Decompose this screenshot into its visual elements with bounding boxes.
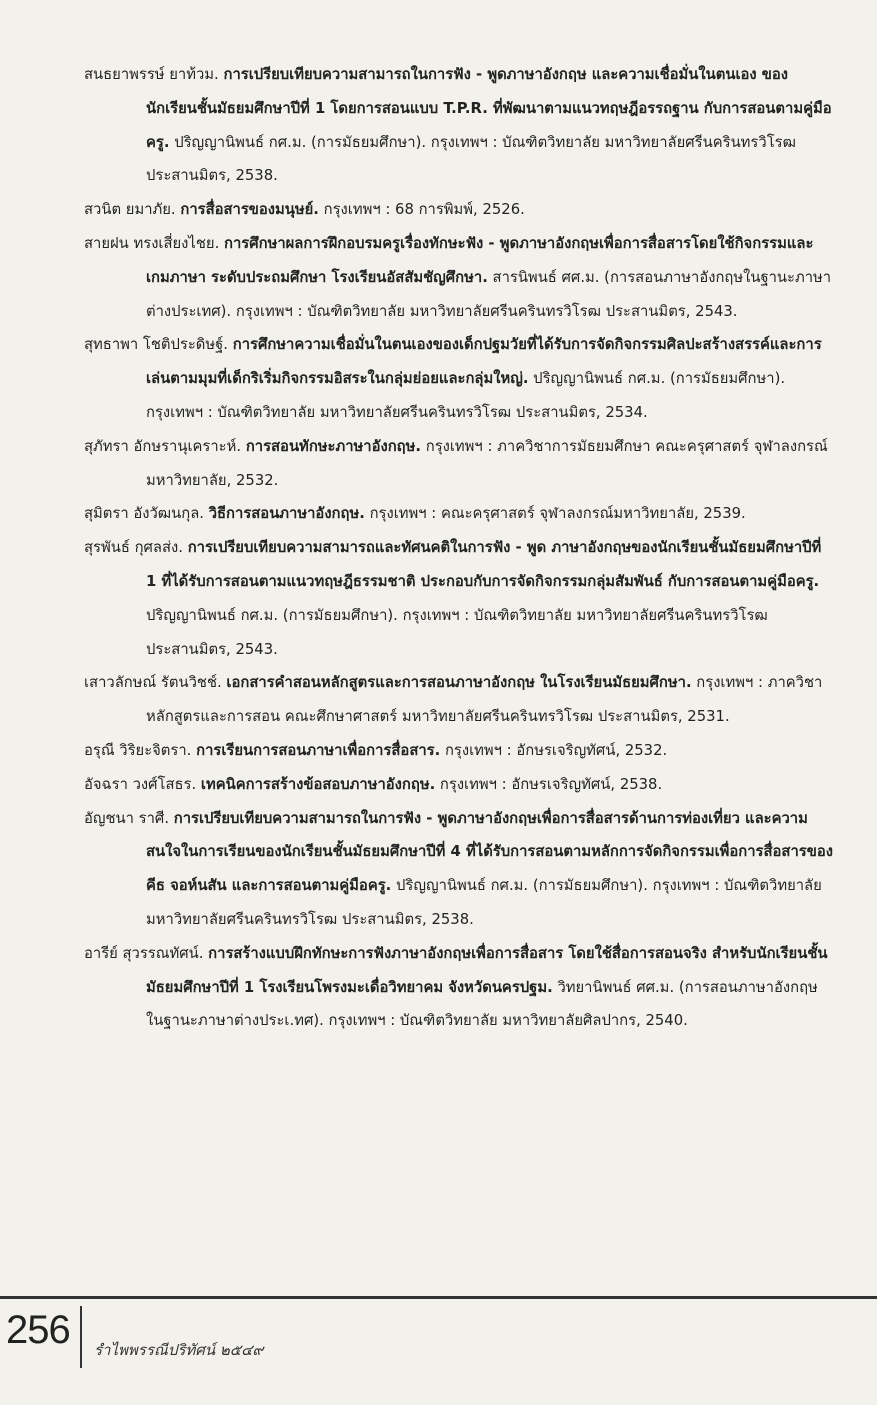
- ref-publication: กรุงเทพฯ : อักษรเจริญทัศน์, 2532.: [444, 741, 668, 759]
- running-title: รำไพพรรณีปริทัศน์ ๒๕๔๙: [94, 1341, 264, 1359]
- ref-author: อัจฉรา วงศ์โสธร.: [84, 775, 197, 793]
- reference-entry: [84, 193, 834, 227]
- ref-publication: กรุงเทพฯ : ภาควิชาหลักสูตรและการสอน คณะศึกษาศาสตร์ มหาวิทยาลัยศรีนครินทรวิโรฒ ประสานมิตร, 2531.: [146, 674, 823, 726]
- reference-entry: [84, 58, 834, 193]
- reference-entry: [84, 802, 834, 937]
- reference-entry: [84, 734, 834, 768]
- ref-author: สุมิตรา อังวัฒนกุล.: [84, 505, 204, 523]
- reference-entry: [84, 328, 834, 429]
- footer-vertical-divider: [80, 1306, 82, 1368]
- ref-publication: ปริญญานิพนธ์ กศ.ม. (การมัธยมศึกษา). กรุงเทพฯ : บัณฑิตวิทยาลัย มหาวิทยาลัยศรีนครินทรวิโรฒ ประสานมิตร, 2538.: [146, 133, 796, 185]
- ref-title: เทคนิคการสร้างข้อสอบภาษาอังกฤษ.: [200, 775, 436, 793]
- ref-author: สุทธาพา โชติประดิษฐ์.: [84, 336, 229, 354]
- ref-author: สวนิต ยมาภัย.: [84, 201, 176, 219]
- ref-author: อรุณี วิริยะจิตรา.: [84, 741, 192, 759]
- ref-publication: กรุงเทพฯ : คณะครุศาสตร์ จุฬาลงกรณ์มหาวิทยาลัย, 2539.: [369, 505, 746, 523]
- footer-divider: [0, 1296, 877, 1299]
- reference-entry: [84, 497, 834, 531]
- ref-publication: ปริญญานิพนธ์ กศ.ม. (การมัธยมศึกษา). กรุงเทพฯ : บัณฑิตวิทยาลัย มหาวิทยาลัยศรีนครินทรวิโรฒ ประสานมิตร, 2543.: [146, 606, 768, 658]
- ref-title: เอกสารคำสอนหลักสูตรและการสอนภาษาอังกฤษ ในโรงเรียนมัธยมศึกษา.: [226, 674, 692, 692]
- ref-title: การสอนทักษะภาษาอังกฤษ.: [245, 437, 422, 455]
- reference-entry: [84, 531, 834, 666]
- ref-publication: กรุงเทพฯ : ภาควิชาการมัธยมศึกษา คณะครุศาสตร์ จุฬาลงกรณ์มหาวิทยาลัย, 2532.: [146, 437, 828, 489]
- page-number: 256: [6, 1308, 70, 1352]
- ref-title: การสื่อสารของมนุษย์.: [180, 201, 319, 219]
- reference-entry: [84, 768, 834, 802]
- reference-entry: [84, 666, 834, 734]
- reference-entry: [84, 937, 834, 1038]
- ref-title: การเปรียบเทียบความสามารถในการฟัง - พูดภาษาอังกฤษเพื่อการสื่อสารด้านการท่องเที่ยว และความสนใจในการเรียนของนักเรียนชั้นมัธยมศึกษาปีที่ 4 ที่ได้รับการสอนตามหลักการจัดกิจกรรมเพื่อการสื่อสารของ คีธ จอห์นสัน และการสอนตามคู่มือครู.: [146, 809, 833, 895]
- ref-author: สุภัทรา อักษรานุเคราะห์.: [84, 437, 242, 455]
- ref-publication: กรุงเทพฯ : อักษรเจริญทัศน์, 2538.: [439, 775, 663, 793]
- ref-author: สุรพันธ์ กุศลส่ง.: [84, 539, 183, 557]
- ref-publication: กรุงเทพฯ : 68 การพิมพ์, 2526.: [323, 201, 525, 219]
- ref-title: การศึกษาผลการฝึกอบรมครูเรื่องทักษะฟัง - พูดภาษาอังกฤษเพื่อการสื่อสารโดยใช้กิจกรรมและเกมภาษา ระดับประถมศึกษา โรงเรียนอัสสัมชัญศึกษา.: [146, 234, 814, 286]
- reference-entry: [84, 227, 834, 328]
- ref-title: การสร้างแบบฝึกทักษะการฟังภาษาอังกฤษเพื่อการสื่อสาร โดยใช้สื่อการสอนจริง สำหรับนักเรียนชั้นมัธยมศึกษาปีที่ 1 โรงเรียนโพรงมะเดื่อวิทยาคม จังหวัดนครปฐม.: [146, 944, 828, 996]
- reference-entry: [84, 430, 834, 498]
- ref-author: อัญชนา ราศี.: [84, 809, 170, 827]
- ref-author: เสาวลักษณ์ รัตนวิชช์.: [84, 674, 222, 692]
- ref-title: การเปรียบเทียบความสามารถและทัศนคติในการฟัง - พูด ภาษาอังกฤษของนักเรียนชั้นมัธยมศึกษาปีที่ 1 ที่ได้รับการสอนตามแนวทฤษฎีธรรมชาติ ประกอบกับการจัดกิจกรรมกลุ่มสัมพันธ์ กับการสอนตามคู่มือครู.: [146, 539, 822, 590]
- ref-author: สนธยาพรรษ์ ยาท้วม.: [84, 66, 219, 83]
- ref-publication: วิทยานิพนธ์ ศศ.ม. (การสอนภาษาอังกฤษในฐานะภาษาต่างประเ.ทศ). กรุงเทพฯ : บัณฑิตวิทยาลัย มหาวิทยาลัยศิลปากร, 2540.: [146, 978, 818, 1030]
- ref-publication: ปริญญานิพนธ์ กศ.ม. (การมัธยมศึกษา). กรุงเทพฯ : บัณฑิตวิทยาลัย มหาวิทยาลัยศรีนครินทรวิโรฒ ประสานมิตร, 2538.: [146, 877, 822, 928]
- ref-title: การศึกษาความเชื่อมั่นในตนเองของเด็กปฐมวัยที่ได้รับการจัดกิจกรรมศิลปะสร้างสรรค์และการเล่นตามมุมที่เด็กริเริ่มกิจกรรมอิสระในกลุ่มย่อยและกลุ่มใหญ่.: [146, 336, 822, 388]
- ref-title: การเปรียบเทียบความสามารถในการฟัง - พูดภาษาอังกฤษ และความเชื่อมั่นในตนเอง ของนักเรียนชั้นมัธยมศึกษาปีที่ 1 โดยการสอนแบบ T.P.R. ที่พัฒนาตามแนวทฤษฎีอรรถฐาน กับการสอนตามคู่มือครู.: [146, 66, 832, 151]
- ref-publication: สารนิพนธ์ ศศ.ม. (การสอนภาษาอังกฤษในฐานะภาษาต่างประเทศ). กรุงเทพฯ : บัณฑิตวิทยาลัย มหาวิทยาลัยศรีนครินทรวิโรฒ ประสานมิตร, 2543.: [146, 268, 832, 320]
- ref-publication: ปริญญานิพนธ์ กศ.ม. (การมัธยมศึกษา). กรุงเทพฯ : บัณฑิตวิทยาลัย มหาวิทยาลัยศรีนครินทรวิโรฒ ประสานมิตร, 2534.: [146, 370, 786, 421]
- ref-title: วิธีการสอนภาษาอังกฤษ.: [208, 505, 365, 523]
- ref-title: การเรียนการสอนภาษาเพื่อการสื่อสาร.: [196, 741, 441, 759]
- ref-author: อารีย์ สุวรรณทัศน์.: [84, 944, 204, 962]
- ref-author: สายฝน ทรงเสี่ยงไชย.: [84, 234, 220, 252]
- reference-list: [84, 58, 834, 1038]
